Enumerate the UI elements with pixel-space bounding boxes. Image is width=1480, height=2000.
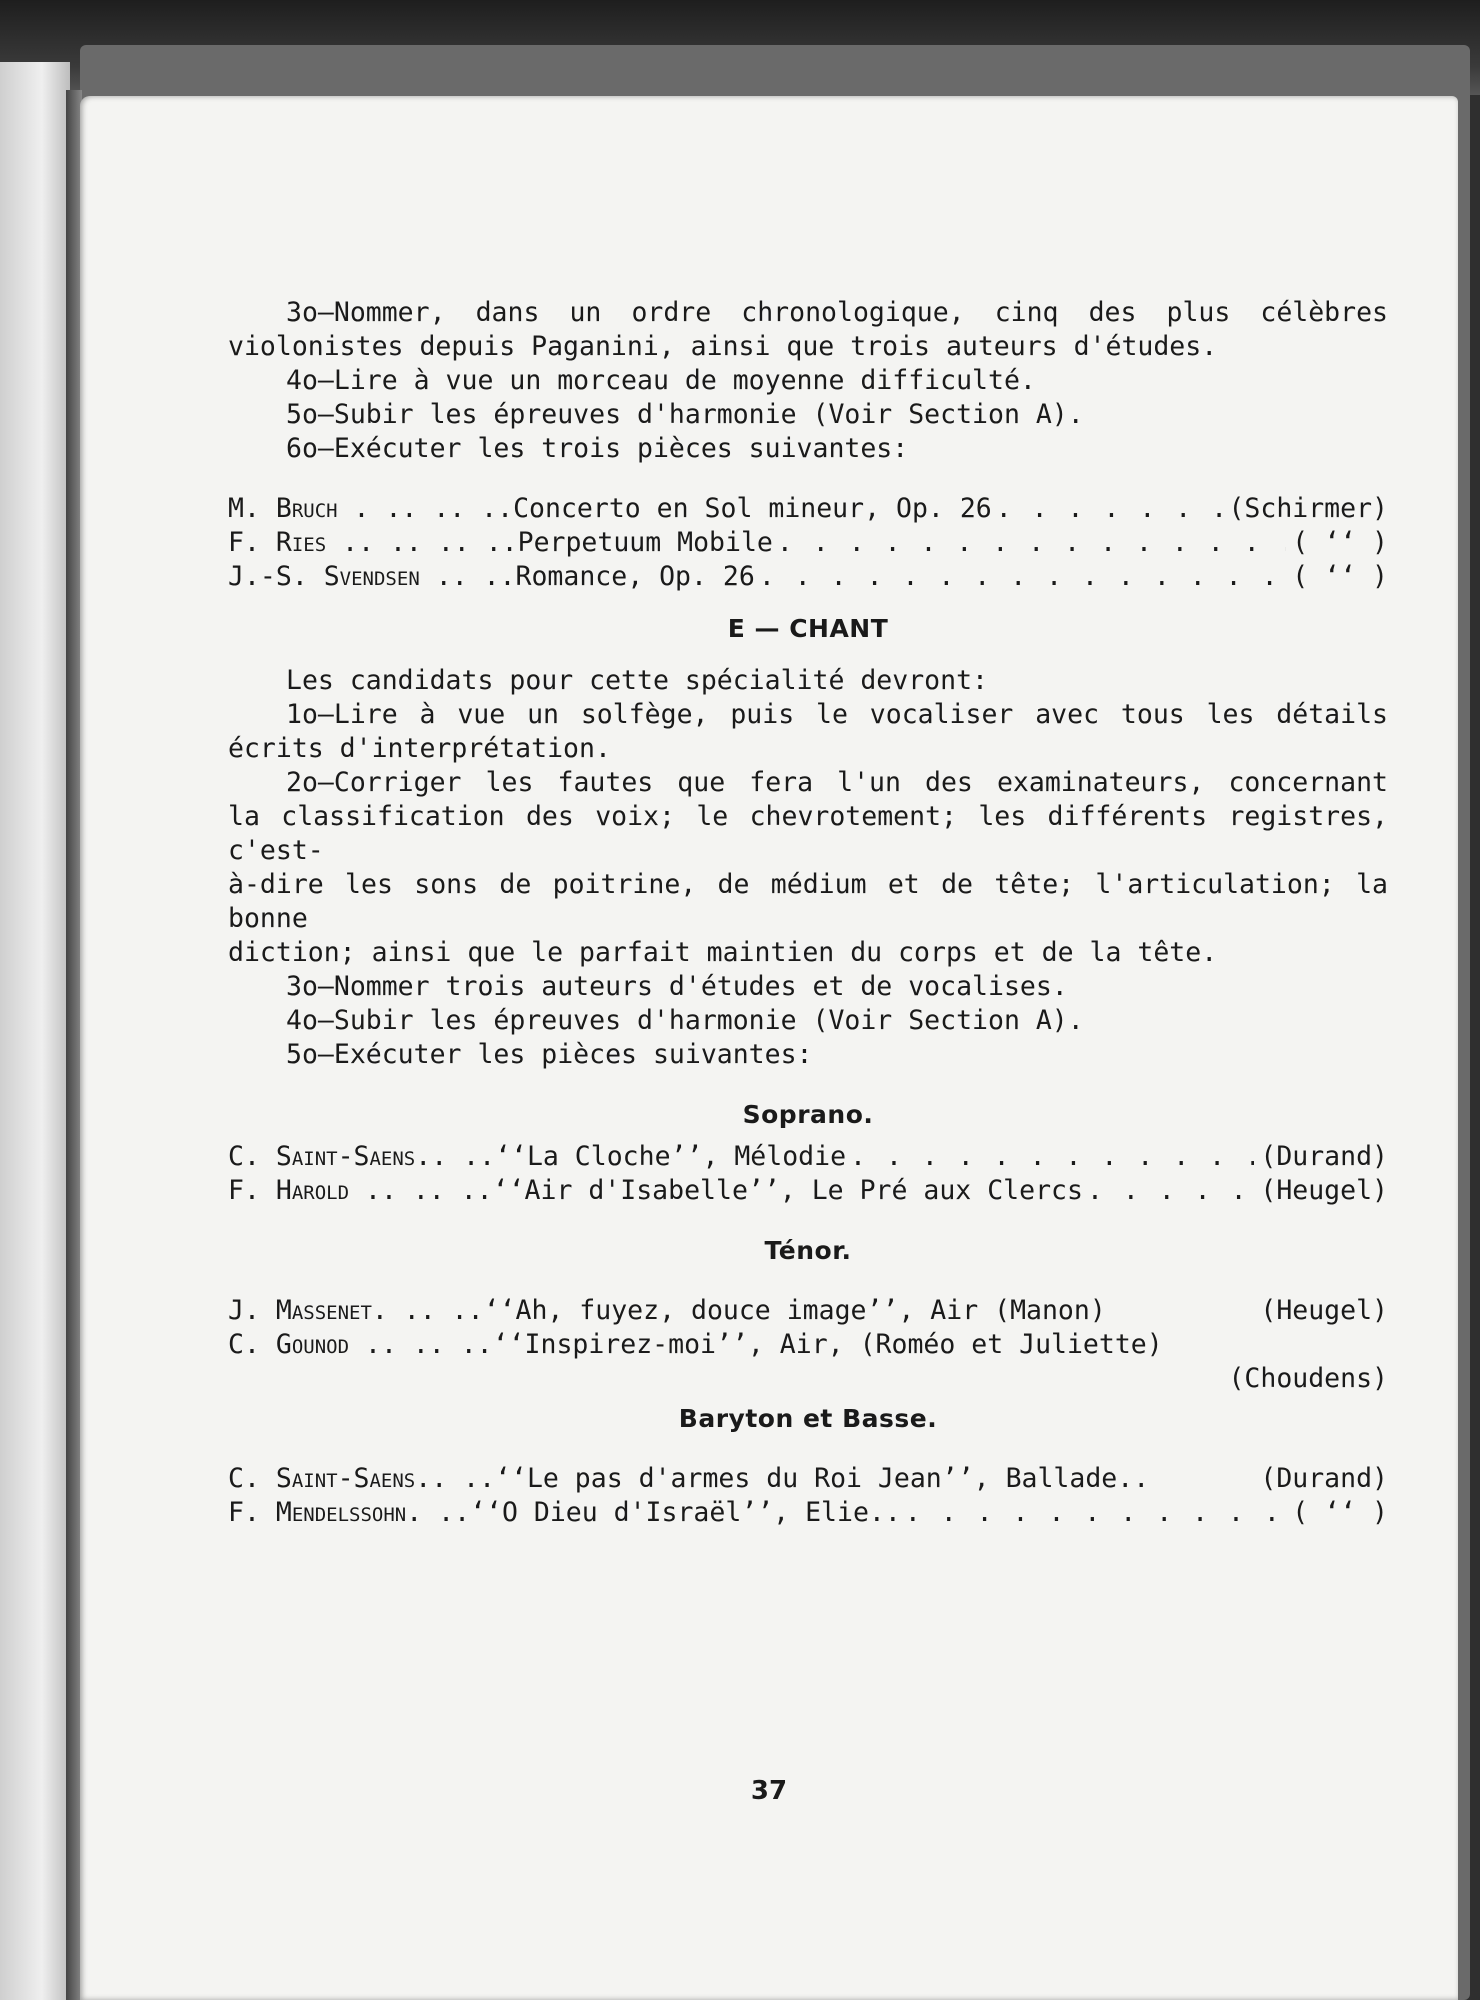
page-content [228, 296, 1388, 1530]
piece-title: ‘‘Air d'Isabelle’’, Le Pré aux Clercs [492, 1175, 1083, 1206]
tenor-piece-2 [228, 1328, 1388, 1362]
separator: .. .. .. .. [342, 527, 518, 558]
publisher: (Durand) [1260, 1463, 1388, 1494]
chant-item-2-line3: à-dire les sons de poitrine, de médium et de tête; l'articulation; la bonne [228, 869, 1388, 934]
separator: .. .. [435, 561, 516, 592]
dot-leader [996, 492, 1223, 526]
publisher: (Durand) [1260, 1141, 1388, 1172]
separator: . .. .. [371, 1295, 484, 1326]
chant-item-2-line2: la classification des voix; le chevrotement; les différents registres, c'est- [228, 801, 1388, 866]
piece-title: ‘‘Le pas d'armes du Roi Jean’’, Ballade.. [495, 1463, 1150, 1494]
baryton-heading: Baryton et Basse. [678, 1404, 938, 1433]
item-4-violin: 4o—Lire à vue un morceau de moyenne difficulté. [286, 365, 1036, 396]
dot-leader [777, 526, 1286, 560]
violin-piece-3 [228, 560, 1388, 594]
publisher: (Heugel) [1260, 1295, 1388, 1326]
dot-leader [905, 1496, 1286, 1530]
tenor-piece-1 [228, 1294, 1388, 1328]
separator: . .. [406, 1497, 471, 1528]
tenor-heading: Ténor. [764, 1236, 852, 1265]
publisher: (Heugel) [1260, 1175, 1388, 1206]
violin-piece-2 [228, 526, 1388, 560]
piece-title: Perpetuum Mobile [517, 527, 773, 558]
separator: .. .. [415, 1463, 496, 1494]
composer: F. Harold [228, 1175, 350, 1206]
chant-item-2-line1: 2o—Corriger les fautes que fera l'un des examinateurs, concernant [286, 767, 1388, 798]
piece-title: ‘‘La Cloche’’, Mélodie [495, 1141, 847, 1172]
composer: C. Saint-Saens [228, 1141, 416, 1172]
item-5-violin: 5o—Subir les épreuves d'harmonie (Voir Section A). [286, 399, 1084, 430]
composer: C. Gounod [228, 1329, 350, 1360]
section-e-heading: E — CHANT [727, 614, 889, 643]
soprano-piece-2 [228, 1174, 1388, 1208]
dot-leader [1087, 1174, 1254, 1208]
page-number: 37 [750, 1776, 788, 1806]
dot-leader [759, 560, 1286, 594]
composer: C. Saint-Saens [228, 1463, 416, 1494]
piece-title: ‘‘Ah, fuyez, douce image’’, Air (Manon) [483, 1295, 1106, 1326]
violin-piece-1 [228, 492, 1388, 526]
piece-title: Romance, Op. 26 [515, 561, 755, 592]
publisher: ( ‘‘ ) [1292, 1497, 1388, 1528]
chant-item-2-line4: diction; ainsi que le parfait maintien du corps et de la tête. [228, 937, 1218, 968]
publisher: ( ‘‘ ) [1292, 561, 1388, 592]
piece-title: ‘‘Inspirez-moi’’, Air, (Roméo et Juliette) [492, 1329, 1163, 1360]
chant-item-5: 5o—Exécuter les pièces suivantes: [286, 1039, 813, 1070]
baryton-piece-1 [228, 1462, 1388, 1496]
chant-intro: Les candidats pour cette spécialité devront: [286, 665, 988, 696]
composer: M. Bruch [228, 493, 338, 524]
item-3-violin-line2: violonistes depuis Paganini, ainsi que trois auteurs d'études. [228, 331, 1218, 362]
separator: .. .. .. [364, 1329, 493, 1360]
publisher: ( ‘‘ ) [1292, 527, 1388, 558]
item-3-violin-line1: 3o—Nommer, dans un ordre chronologique, cinq des plus célèbres [286, 297, 1388, 328]
baryton-piece-2 [228, 1496, 1388, 1530]
separator: .. .. .. [364, 1175, 493, 1206]
composer: J. Massenet [228, 1295, 372, 1326]
book-page [80, 96, 1458, 2000]
facing-page-edge [0, 62, 70, 2000]
composer: F. Mendelssohn [228, 1497, 407, 1528]
separator: .. .. [415, 1141, 496, 1172]
soprano-heading: Soprano. [742, 1100, 874, 1129]
publisher: (Schirmer) [1228, 493, 1388, 524]
composer: F. Ries [228, 527, 327, 558]
chant-item-4: 4o—Subir les épreuves d'harmonie (Voir Section A). [286, 1005, 1084, 1036]
tenor-piece-2-publisher: (Choudens) [1228, 1363, 1388, 1394]
chant-item-1-line2: écrits d'interprétation. [228, 733, 611, 764]
soprano-piece-1 [228, 1140, 1388, 1174]
dot-leader [850, 1140, 1254, 1174]
item-6-violin: 6o—Exécuter les trois pièces suivantes: [286, 433, 909, 464]
separator: . .. .. .. [353, 493, 514, 524]
chant-item-1-line1: 1o—Lire à vue un solfège, puis le vocaliser avec tous les détails [286, 699, 1388, 730]
chant-item-3: 3o—Nommer trois auteurs d'études et de vocalises. [286, 971, 1068, 1002]
piece-title: ‘‘O Dieu d'Israël’’, Elie.. [470, 1497, 901, 1528]
composer: J.-S. Svendsen [228, 561, 420, 592]
piece-title: Concerto en Sol mineur, Op. 26 [513, 493, 992, 524]
